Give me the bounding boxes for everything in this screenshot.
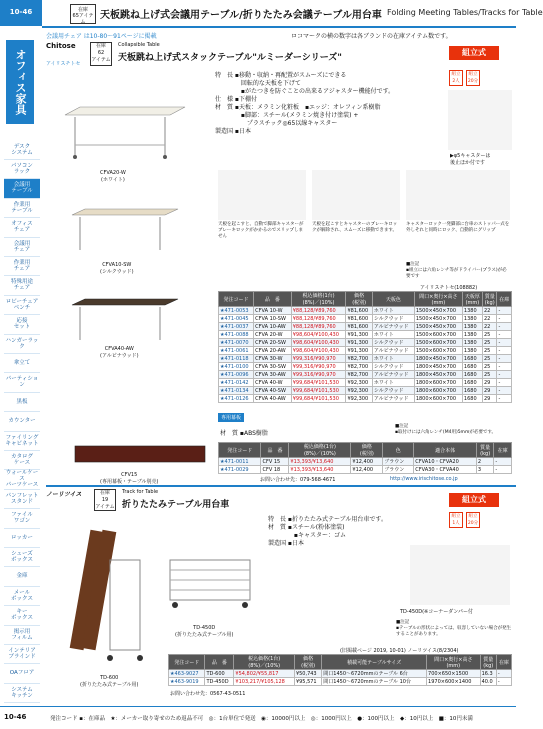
table-cell: - [496,670,511,678]
table-cell: ¥95,571 [294,678,321,686]
table-cell: CFVA 10-SW [254,315,292,323]
feature-caption-1: 天板を起こすと、自動で脚部キャスターがブレーキロックがかかるのでスリップしません [218,222,304,239]
table-header: 発注コード [169,655,205,670]
table-cell[interactable]: ★471-0100 [219,363,254,371]
table-cell: ¥81,600 [346,315,372,323]
section2-note: ■注記 ▪テーブルの形状によっては、収容していない場合が発生することがあります。 [396,620,512,637]
table-cell: シルクウッド [372,339,414,347]
table-cell[interactable]: ★471-0037 [219,323,254,331]
table-cell: ¥99,684/¥101,530 [291,387,346,395]
table-cell: CFVA10・CFVA20 [414,458,477,466]
footer-page-number: 10-46 [4,713,27,721]
sidebar-item[interactable]: シューズ ボックス [4,547,40,567]
track-label: Track for Table [122,489,159,495]
table-image-albina [70,295,180,345]
sidebar-item[interactable]: 作業用 テーブル [4,198,40,218]
table-header: 間口×奥行×高さ (mm) [414,292,462,307]
table-cell: アルビナウッド [372,347,414,355]
table-cell: ¥54,802/¥55,817 [234,670,295,678]
table-cell[interactable]: ★463-9027 [169,670,205,678]
maker-code-2: (旧掲載ページ 2019, 10-01) ノーリツイス(8/2304) [340,648,459,654]
table-cell: 1800×600×700 [414,395,462,403]
table-header: 価格 (税別) [346,292,372,307]
table-cell: CFVA30・CFVA40 [414,466,477,474]
table-header: 品 番 [254,292,292,307]
table-cell: - [497,307,512,315]
table-cell: ¥103,217/¥105,128 [234,678,295,686]
stock-note: ロコマークの横の数字は各ブランドの在庫アイテム数です。 [291,33,452,40]
chair-link[interactable]: 会議用チェア は10-80〜91ページに掲載 [46,33,157,40]
table-cell: 1680 [462,371,482,379]
panel-material: 材 質 ▪ABS樹脂 [220,430,268,437]
sidebar-item[interactable]: パンフレット スタンド [4,489,40,509]
table-cell: シルクウッド [372,387,414,395]
table-header: 天板厚 (mm) [462,292,482,307]
table-cell: ¥91,300 [346,339,372,347]
td600-label: TD-600 (折りたたみ式テーブル用) [80,675,139,688]
table-cell: - [497,395,512,403]
table-cell: 25 [482,339,496,347]
sidebar-item[interactable]: 金庫 [4,567,40,587]
top-header [42,0,543,28]
table-cell: 1380 [462,315,482,323]
table-cell: ホワイト [372,379,414,387]
table-cell: 1800×450×700 [414,371,462,379]
sidebar-item[interactable]: 特殊用途 チェア [4,276,40,296]
table-cell: 700×650×1500 [427,670,481,678]
kumi-badge-2: 組立式 [449,493,499,507]
table-cell: アルビナウッド [372,371,414,379]
table-cell: 1680 [462,363,482,371]
table-header: 価格 (税別) [351,443,383,458]
table-cell: CFVA 40-AW [254,395,292,403]
table-cell: 29 [482,387,496,395]
table-header: 質量 (kg) [480,655,496,670]
table-header: 在庫 [496,655,511,670]
table-cell: 3 [476,466,494,474]
kumi-badge: 組立式 [449,46,499,60]
table-cell: 1680 [462,387,482,395]
table-cell: - [497,323,512,331]
table-cell: シルクウッド [372,315,414,323]
table-cell: CFVA 30-W [254,355,292,363]
section1-note: ■注記 ▪組立には六角レンチ等がドライバー(プラス)が必要です [406,262,507,279]
table-cell[interactable]: ★471-0134 [219,387,254,395]
table-header: 在庫 [497,292,512,307]
table-row [219,347,512,355]
sidebar-item[interactable]: 作業用 チェア [4,256,40,276]
sidebar-item[interactable]: 傘立て [4,353,40,373]
panel-url[interactable]: http://www.irischitose.co.jp [390,476,458,482]
table-cell: - [497,371,512,379]
panel-image [70,440,210,470]
table-cell: ¥88,128/¥89,760 [291,307,346,315]
table-cell: ¥12,400 [351,466,383,474]
table-cell: ¥50,743 [294,670,321,678]
table-cell: ホワイト [372,307,414,315]
table-cell: ¥81,600 [346,323,372,331]
assembly-time-2: 組立 20分 [467,514,479,526]
section1-header [46,42,516,68]
table-cell: - [494,466,512,474]
maker-code-1: アイリスチトセ(108882) [420,285,478,291]
table-cell: 25 [482,331,496,339]
table-header: 税込価格(1台) (8%)／(10%) [234,655,295,670]
feature-photo-1 [218,170,306,220]
table-cell: シルクウッド [372,363,414,371]
section1-title: 天板跳ね上げ式スタックテーブル"ルミーダーシリーズ" [118,53,342,63]
sidebar-item[interactable]: 応接 セット [4,315,40,335]
table-row [219,339,512,347]
table-cell: - [497,347,512,355]
panel-tag: 専用幕板 [218,413,244,422]
table-header: 発注コード [219,443,261,458]
table-cell: CFVA 20-AW [254,347,292,355]
table-cell[interactable]: ★463-9019 [169,678,205,686]
table-cell[interactable]: ★471-0011 [219,458,261,466]
table-cell: CFVA 20-W [254,331,292,339]
table-cell: 1970×600×1400 [427,678,481,686]
table-image-silk [70,205,180,255]
table-row [219,363,512,371]
table-row [219,458,512,466]
table-row [219,355,512,363]
table-cell: 29 [482,379,496,387]
assembly-people-2: 組立 1人 [449,512,463,528]
panel-product-label: CFV15 (専用幕板・テーブル別売) [100,472,159,485]
section2-title: 折りたたみテーブル用台車 [122,500,230,510]
table-row [219,331,512,339]
panel-note: ■注記 ▪取付けには六角レンチ(M4用)5mmが必要です。 [395,424,496,435]
damper-label: TD-450D(※コーナーダンパー付 [400,609,473,615]
table-cell: CFVA 10-AW [254,323,292,331]
table-row [219,371,512,379]
feature-photo-3 [406,170,510,220]
table-cell: ¥99,316/¥90,970 [291,363,346,371]
table-cell: - [497,387,512,395]
table-cell: - [497,379,512,387]
table-cell[interactable]: ★471-0142 [219,379,254,387]
product-label-white: CFVA20-W (ホワイト) [100,170,126,183]
sidebar-item[interactable]: ファイリング キャビネット [4,431,40,451]
table-cell: ¥92,300 [346,379,372,387]
table-cell: 2 [476,458,494,466]
sidebar-item[interactable]: デスク システム [4,140,40,160]
table-header: 質量 (kg) [482,292,496,307]
sidebar-item[interactable]: パーティション [4,373,40,393]
page-number: 10-46 [0,0,42,26]
footer-legend: 発注コード ▪：在庫品 ★：メーカー取り寄せのため返品不可 ◎：1台単位で発送 ◉：10000円以上 ◎：1000円以上 ●：100円以上 ◆：10円以上 ■：10円未満 [50,716,473,722]
table-header: 積載可能テーブルサイズ [322,655,427,670]
panel-contact: お問い合わせ先：079-568-4671 [260,477,336,483]
td450d-label: TD-450D (折りたたみ式テーブル用) [175,625,234,638]
table-cell: TD-450D [205,678,234,686]
table-cell[interactable]: ★471-0045 [219,315,254,323]
table-cell: 29 [482,395,496,403]
table-cell: CFVA 20-SW [254,339,292,347]
sidebar-item[interactable]: ロビーチェア ベンチ [4,295,40,315]
subheader [46,30,512,40]
sidebar-item[interactable]: メール ボックス [4,586,40,606]
table-cell: - [496,678,511,686]
table-cell: 22 [482,315,496,323]
table-cell: ¥82,700 [346,371,372,379]
table-cell: - [497,363,512,371]
table-cell: ¥12,400 [351,458,383,466]
table-cell: ¥91,300 [346,347,372,355]
table-cell: 25 [482,363,496,371]
table-cell: 25 [482,371,496,379]
table-header: 色 [383,443,414,458]
stock-badge-62: 在庫 62 アイテム [90,42,112,66]
table-row [169,670,512,678]
table-cell[interactable]: ★471-0126 [219,395,254,403]
stock-badge: 在庫 65アイテム [70,4,96,24]
table-row [169,678,512,686]
table-header: 在庫 [494,443,512,458]
table-cell: CFVA 30-SW [254,363,292,371]
sidebar-item[interactable]: ウォールケース パーツケース [5,470,39,489]
table-cell: 40.0 [480,678,496,686]
table-cell: 1680 [462,379,482,387]
sidebar-item[interactable]: 掲示用 フィルム [4,625,40,645]
table-cell: ¥82,700 [346,355,372,363]
table-cell: - [497,315,512,323]
table-row [219,323,512,331]
table-cell: ¥99,684/¥101,530 [291,395,346,403]
table-cell: - [494,458,512,466]
sidebar-item[interactable]: パソコン ラック [4,159,40,179]
product-table-panel [218,442,512,474]
page-title: 天板跳ね上げ式会議用テーブル/折りたたみ会議テーブル用台車 [100,10,382,21]
table-cell: 16.3 [480,670,496,678]
table-cell: 1800×600×700 [414,379,462,387]
chapter-badge: オフィス家具 [6,40,34,124]
table-cell: 1680 [462,395,482,403]
table-cell: ¥81,600 [346,307,372,315]
table-cell: 1380 [462,323,482,331]
sidebar-item[interactable]: キー ボックス [4,606,40,626]
table-cell: 1800×450×700 [414,355,462,363]
table-cell: ホワイト [372,331,414,339]
table-header: 税込価格(1台) (8%)／(10%) [291,292,346,307]
table-cell: 1500×600×700 [414,339,462,347]
table-cell: ¥88,128/¥89,760 [291,315,346,323]
table-row [219,315,512,323]
table-cell[interactable]: ★471-0088 [219,331,254,339]
table-cell: ¥99,316/¥90,970 [291,371,346,379]
table-cell: CFVA 40-W [254,379,292,387]
table-header: 間口×奥行×高さ (mm) [427,655,481,670]
table-cell: ¥88,128/¥89,760 [291,323,346,331]
table-cell: ブラウン [383,466,414,474]
caster-photo [448,90,512,150]
table-cell: CFVA 30-AW [254,371,292,379]
table-cell[interactable]: ★471-0061 [219,347,254,355]
table-cell: アルビナウッド [372,323,414,331]
sidebar-item[interactable]: 会議用 テーブル [4,179,40,199]
table-cell[interactable]: ★471-0053 [219,307,254,315]
table-cell: 1680 [462,355,482,363]
product-label-silk: CFVA10-SW (シルクウッド) [100,262,134,275]
table-cell: 1500×450×700 [414,307,462,315]
table-cell: 1380 [462,347,482,355]
table-header: 天板色 [372,292,414,307]
table-cell: 1380 [462,339,482,347]
brand-noritsu: ノーリツイス [46,491,82,498]
table-row [219,466,512,474]
table-cell[interactable]: ★471-0070 [219,339,254,347]
table-cell: CFV 15 [261,458,289,466]
table-header: 適合本体 [414,443,477,458]
sidebar-item[interactable]: システム キッチン [4,683,40,703]
cart-image-td450d [160,545,260,615]
table-cell: - [497,339,512,347]
table-cell: ¥91,300 [346,331,372,339]
table-cell: ブラウン [383,458,414,466]
assembly-people: 組立 2人 [449,70,463,86]
assembly-time: 組立 20分 [467,72,479,84]
table-cell: 1500×600×700 [414,331,462,339]
table-cell: 1500×450×700 [414,315,462,323]
brand-sub: アイリスチトセ [46,61,81,67]
table-cell: ¥82,700 [346,363,372,371]
stock-badge-19: 在庫 19 アイテム [95,490,115,510]
table-cell[interactable]: ★471-0118 [219,355,254,363]
section2-header [46,485,516,511]
table-cell: 間口1450〜6720mmのテーブル 10台 [322,678,427,686]
table-cell: 22 [482,323,496,331]
table-header: 価格 (税別) [294,655,321,670]
table-cell: 25 [482,347,496,355]
table-header: 質量 (kg) [476,443,494,458]
table-cell: CFVA 40-SW [254,387,292,395]
table-cell: 25 [482,355,496,363]
table-cell: TD-600 [205,670,234,678]
sidebar-item[interactable]: インテリア ブラインド [4,644,40,664]
table-row [219,387,512,395]
table-cell: ¥92,300 [346,395,372,403]
cart-image-td600 [60,520,150,670]
table-cell: 22 [482,307,496,315]
section1-specs: 特 長 ▪移動・収納・再配置がスムーズにできる 回転的な天板を下げて ▪がたつきを防ぐことの出来るアジャスター機能付です。 仕 様 ▪下棚付 材 質 ▪天板：メラミン化粧板 ▪エッジ：オレフィン系樹脂 ▪脚部：スチール(メラミン焼き付け塗装) + プラスチック◎65以線キャスター 製造国 ▪日本 [215,72,395,135]
table-cell: ¥92,300 [346,387,372,395]
table-cell[interactable]: ★471-0096 [219,371,254,379]
page-title-en: Folding Meeting Tables/Tracks for Table [387,8,543,17]
footer [0,706,516,729]
sidebar-item[interactable]: ハンガーラック [4,334,40,354]
brand-logo: Chitose [46,42,76,50]
table-cell[interactable]: ★471-0029 [219,466,261,474]
table-cell: 1800×600×700 [414,387,462,395]
table-header: 品 番 [261,443,289,458]
sidebar-item[interactable]: カタログ ケース [4,450,40,470]
table-cell: ホワイト [372,355,414,363]
sidebar-item[interactable]: ロッカー [4,528,40,548]
table-cell: 間口1450〜6720mmのテーブル 6台 [322,670,427,678]
table-cell: CFV 18 [261,466,289,474]
sidebar-item[interactable]: ファイル ワゴン [4,509,40,529]
table-row [219,379,512,387]
feature-photo-2 [312,170,400,220]
table-header: 発注コード [219,292,254,307]
table-row [219,307,512,315]
sidebar-item[interactable]: オフィス チェア [4,218,40,238]
table-image-white [60,95,190,165]
table-cell: ¥13,393/¥13,640 [289,458,351,466]
table-cell: CFVA 10-W [254,307,292,315]
collapsible-label: Collapsible Table [118,42,160,48]
table-cell: ¥99,316/¥90,970 [291,355,346,363]
table-cell: 1800×450×700 [414,363,462,371]
section2-contact: お問い合わせ先：0567-43-0511 [170,691,246,697]
feature-caption-3: キャスターロック一発脚部に台車のストッパー式を外しそれと同時にロック、自動的にグリップ [406,222,510,233]
table-cell: 1380 [462,331,482,339]
table-header: 品 番 [205,655,234,670]
table-cell: 1500×450×700 [414,323,462,331]
table-cell: ¥13,393/¥13,640 [289,466,351,474]
product-table-1 [218,291,512,403]
product-table-2 [168,654,512,686]
table-cell: ¥98,604/¥100,430 [291,347,346,355]
table-row [219,395,512,403]
table-cell: - [497,355,512,363]
sidebar-item[interactable]: カウンター [4,412,40,432]
table-cell: ¥98,604/¥100,430 [291,331,346,339]
table-cell: アルビナウッド [372,395,414,403]
table-cell: ¥98,604/¥100,430 [291,339,346,347]
sidebar [0,0,42,729]
feature-caption-2: 天板を起こすとキャスターのブレーキロックが解除され、スムーズに移動できます。 [312,222,398,233]
table-cell: - [497,331,512,339]
table-cell: 1380 [462,307,482,315]
table-cell: ¥99,684/¥101,530 [291,379,346,387]
damper-photo [410,545,510,605]
table-cell: 1500×600×700 [414,347,462,355]
sidebar-item[interactable]: 黒板 [4,392,40,412]
table-header: 税込価格(1台) (8%)／(10%) [289,443,351,458]
section2-specs: 特 長 ▪折りたたみ式テーブル用台車です。 材 質 ▪スチール(粉体塗装) ▪キャスター：ゴム 製造国 ▪日本 [268,516,387,547]
product-label-albina: CFVA40-AW (アルビナウッド) [100,346,139,359]
sidebar-item[interactable]: OAフロア [4,664,40,684]
sidebar-item[interactable]: 会議用 チェア [4,237,40,257]
caster-note: ▶φ5キャスターは 後止ほか付です [450,153,491,166]
